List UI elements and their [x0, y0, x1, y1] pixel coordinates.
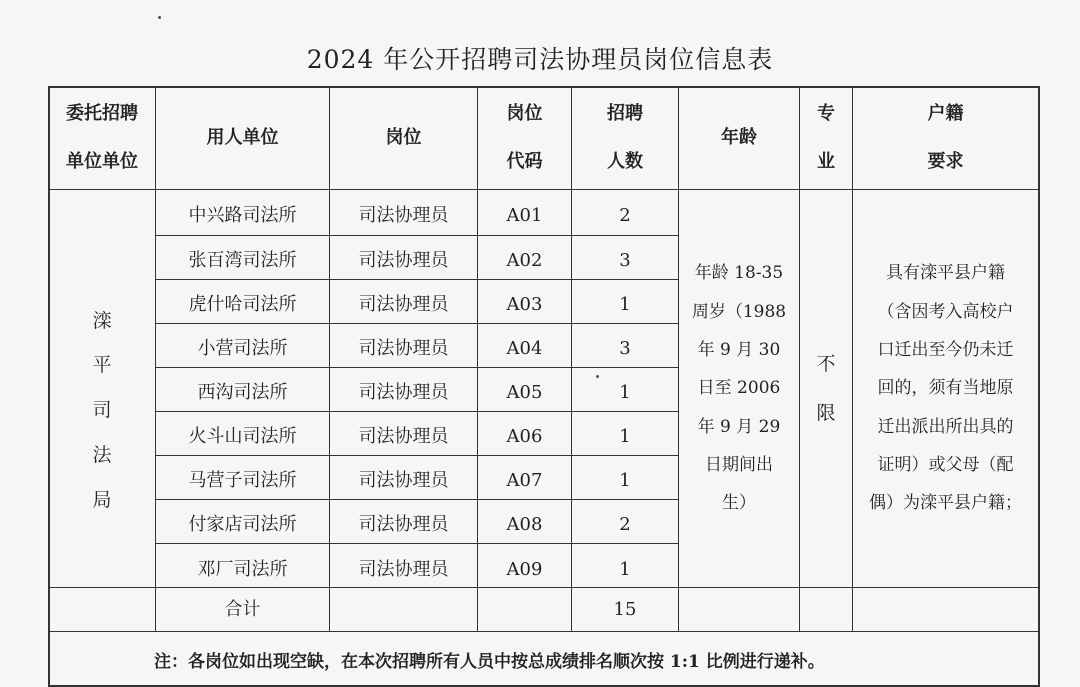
age-line: 年 9 月 29 — [697, 416, 781, 437]
header-employer: 用人单位 — [206, 127, 279, 149]
position-cell: 司法协理员 — [358, 250, 449, 272]
position-cell: 司法协理员 — [358, 205, 449, 227]
age-line: 日期间出 — [705, 455, 773, 476]
header-position-code — [478, 87, 571, 189]
code-cell: A01 — [506, 205, 543, 227]
header-entrusting-unit-line1: 委托招聘 — [66, 103, 138, 125]
header-major — [800, 87, 852, 189]
major-requirement-cell — [800, 190, 852, 587]
header-major-line1: 专 — [817, 103, 835, 125]
registration-line: （含因考入高校户 — [877, 301, 1014, 322]
header-registration-line1: 户籍 — [927, 103, 964, 125]
registration-line: 迁出派出所出具的 — [877, 416, 1014, 437]
registration-line: 具有滦平县户籍 — [886, 263, 1005, 284]
entrusting-unit-char: 司 — [92, 399, 112, 422]
code-cell: A07 — [506, 470, 543, 492]
employer-cell: 小营司法所 — [197, 338, 288, 360]
code-cell: A04 — [506, 338, 543, 360]
entrusting-unit-cell — [49, 190, 155, 631]
header-entrusting-unit-line2: 单位单位 — [66, 151, 138, 172]
employer-cell: 邓厂司法所 — [197, 559, 288, 581]
count-cell: 2 — [619, 514, 631, 536]
entrusting-unit-char: 滦 — [92, 309, 112, 332]
code-cell: A09 — [506, 559, 543, 581]
position-cell: 司法协理员 — [358, 338, 449, 360]
age-requirement-cell — [679, 190, 799, 587]
entrusting-unit-char: 局 — [92, 488, 112, 511]
position-cell: 司法协理员 — [358, 294, 449, 316]
header-position-code-line2: 代码 — [506, 151, 543, 172]
header-recruit-count-line1: 招聘 — [607, 103, 643, 125]
code-cell: A02 — [506, 250, 543, 272]
age-line: 周岁（1988 — [691, 301, 787, 322]
count-cell: 1 — [619, 559, 631, 581]
page-title: 2024 年公开招聘司法协理员岗位信息表 — [306, 45, 774, 74]
position-cell: 司法协理员 — [358, 382, 449, 404]
registration-line: 偶）为滦平县户籍； — [869, 493, 1022, 514]
code-cell: A06 — [506, 426, 543, 448]
employer-cell: 张百湾司法所 — [188, 250, 297, 272]
count-cell: 1 — [619, 382, 631, 404]
employer-cell: 火斗山司法所 — [188, 426, 297, 448]
registration-line: 口迁出至今仍未迁 — [877, 339, 1014, 360]
count-cell: 2 — [619, 205, 631, 227]
employer-cell: 付家店司法所 — [188, 514, 297, 536]
position-cell: 司法协理员 — [358, 514, 449, 536]
code-cell: A05 — [506, 382, 543, 404]
count-cell: 1 — [619, 426, 631, 448]
header-entrusting-unit — [49, 87, 155, 189]
count-cell: 1 — [619, 470, 631, 492]
age-line: 生） — [722, 493, 756, 514]
header-major-line2: 业 — [817, 151, 835, 172]
position-cell: 司法协理员 — [358, 470, 449, 492]
age-line: 年 9 月 30 — [697, 339, 781, 360]
employer-cell: 虎什哈司法所 — [188, 294, 297, 316]
code-cell: A03 — [506, 294, 543, 316]
scan-speck — [596, 375, 599, 378]
registration-requirement-cell — [853, 190, 1038, 587]
header-recruit-count — [572, 87, 678, 189]
count-cell: 3 — [619, 338, 631, 360]
header-registration — [853, 87, 1038, 189]
position-cell: 司法协理员 — [358, 559, 449, 581]
age-line: 日至 2006 — [697, 378, 781, 399]
major-line: 不 — [816, 352, 836, 375]
age-line: 年龄 18-35 — [694, 263, 784, 284]
employer-cell: 中兴路司法所 — [188, 205, 297, 227]
count-cell: 3 — [619, 250, 631, 272]
header-registration-line2: 要求 — [927, 151, 964, 172]
major-line: 限 — [816, 401, 836, 424]
employer-cell: 马营子司法所 — [188, 470, 297, 492]
footnote: 注：各岗位如出现空缺，在本次招聘所有人员中按总成绩排名顺次按 1:1 比例进行递补。 — [154, 651, 825, 672]
position-cell: 司法协理员 — [358, 426, 449, 448]
entrusting-unit-char: 法 — [92, 443, 112, 466]
count-cell: 1 — [619, 294, 631, 316]
entrusting-unit-char: 平 — [92, 354, 112, 377]
header-recruit-count-line2: 人数 — [607, 151, 643, 172]
scan-speck — [158, 16, 161, 19]
header-age: 年龄 — [721, 127, 757, 149]
header-position-code-line1: 岗位 — [506, 103, 543, 125]
employer-cell: 西沟司法所 — [197, 382, 288, 404]
code-cell: A08 — [506, 514, 543, 536]
total-label: 合计 — [224, 598, 261, 620]
registration-line: 回的，须有当地原 — [877, 378, 1014, 399]
total-count: 15 — [613, 598, 637, 620]
registration-line: 证明）或父母（配 — [877, 455, 1014, 476]
header-position: 岗位 — [385, 127, 422, 149]
